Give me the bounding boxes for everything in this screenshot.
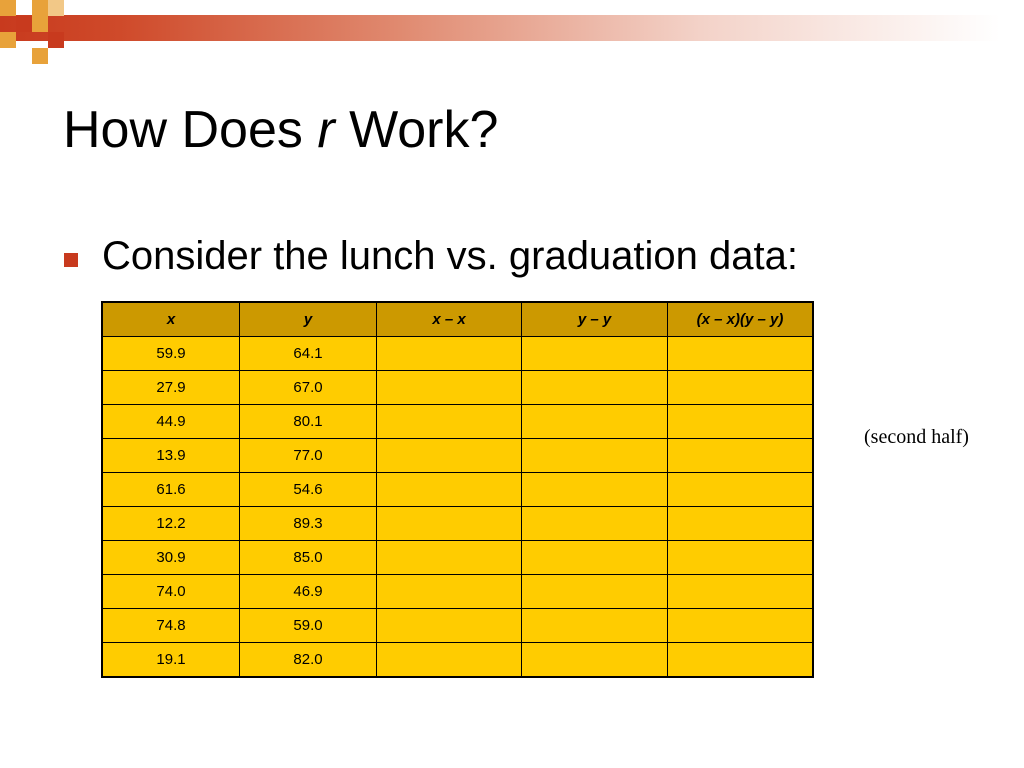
table-cell [377, 575, 522, 609]
table-row [102, 575, 813, 609]
table-cell: 27.9 [102, 371, 240, 405]
table-cell [377, 609, 522, 643]
table-cell [668, 371, 814, 405]
table-cell: 77.0 [240, 439, 377, 473]
deco-square [16, 16, 32, 32]
table-row [102, 609, 813, 643]
deco-square [32, 16, 48, 32]
table-row [102, 541, 813, 575]
deco-square [0, 32, 16, 48]
table-row [102, 507, 813, 541]
table-cell: 61.6 [102, 473, 240, 507]
table-cell [522, 473, 668, 507]
table-cell [668, 541, 814, 575]
col-header-x-dev: x – x [377, 302, 522, 337]
table-header-row [102, 302, 813, 337]
table-cell [522, 541, 668, 575]
title-variable: r [317, 101, 335, 159]
col-header-y: y [240, 302, 377, 337]
table-cell [377, 473, 522, 507]
bullet-text: Consider the lunch vs. graduation data: [102, 234, 798, 278]
table-row [102, 337, 813, 371]
table-cell [668, 507, 814, 541]
col-header-x: x [102, 302, 240, 337]
table-cell [522, 371, 668, 405]
table-cell: 46.9 [240, 575, 377, 609]
table-cell [377, 439, 522, 473]
top-decorative-band [0, 15, 1024, 41]
table-cell: 74.0 [102, 575, 240, 609]
table-cell: 82.0 [240, 643, 377, 678]
table-cell: 64.1 [240, 337, 377, 371]
table-cell [522, 405, 668, 439]
table-cell [377, 643, 522, 678]
table-cell [377, 541, 522, 575]
table-cell [668, 575, 814, 609]
data-table [101, 301, 814, 678]
deco-square [48, 32, 64, 48]
table-cell: 59.9 [102, 337, 240, 371]
table-cell: 59.0 [240, 609, 377, 643]
slide-title [63, 96, 498, 164]
table-cell [668, 473, 814, 507]
side-note: (second half) [864, 426, 969, 448]
table-cell: 13.9 [102, 439, 240, 473]
deco-square [48, 0, 64, 16]
title-prefix: How Does [63, 101, 318, 159]
table-cell [522, 609, 668, 643]
table-cell: 44.9 [102, 405, 240, 439]
deco-square [32, 0, 48, 16]
table-cell: 54.6 [240, 473, 377, 507]
deco-square [0, 0, 16, 16]
table-cell [377, 371, 522, 405]
table-cell: 85.0 [240, 541, 377, 575]
col-header-product: (x – x)(y – y) [668, 302, 814, 337]
square-bullet-icon [64, 253, 78, 267]
table-row [102, 439, 813, 473]
table-row [102, 473, 813, 507]
table-row [102, 405, 813, 439]
table-cell [522, 507, 668, 541]
table-cell: 12.2 [102, 507, 240, 541]
table-cell [522, 337, 668, 371]
table-cell [668, 643, 814, 678]
table-body [102, 337, 813, 678]
table-cell: 30.9 [102, 541, 240, 575]
table-cell [522, 643, 668, 678]
table-row [102, 643, 813, 678]
col-header-y-dev: y – y [522, 302, 668, 337]
table-cell [522, 439, 668, 473]
deco-square [32, 48, 48, 64]
table-cell [377, 507, 522, 541]
table-cell [522, 575, 668, 609]
title-suffix: Work? [334, 101, 499, 159]
table-cell [668, 609, 814, 643]
table-cell: 67.0 [240, 371, 377, 405]
table-cell [377, 337, 522, 371]
table-cell [668, 439, 814, 473]
table-cell: 19.1 [102, 643, 240, 678]
table-row [102, 371, 813, 405]
table-cell [668, 337, 814, 371]
table-cell [377, 405, 522, 439]
table-cell: 74.8 [102, 609, 240, 643]
table-cell: 80.1 [240, 405, 377, 439]
table-cell [668, 405, 814, 439]
table-cell: 89.3 [240, 507, 377, 541]
